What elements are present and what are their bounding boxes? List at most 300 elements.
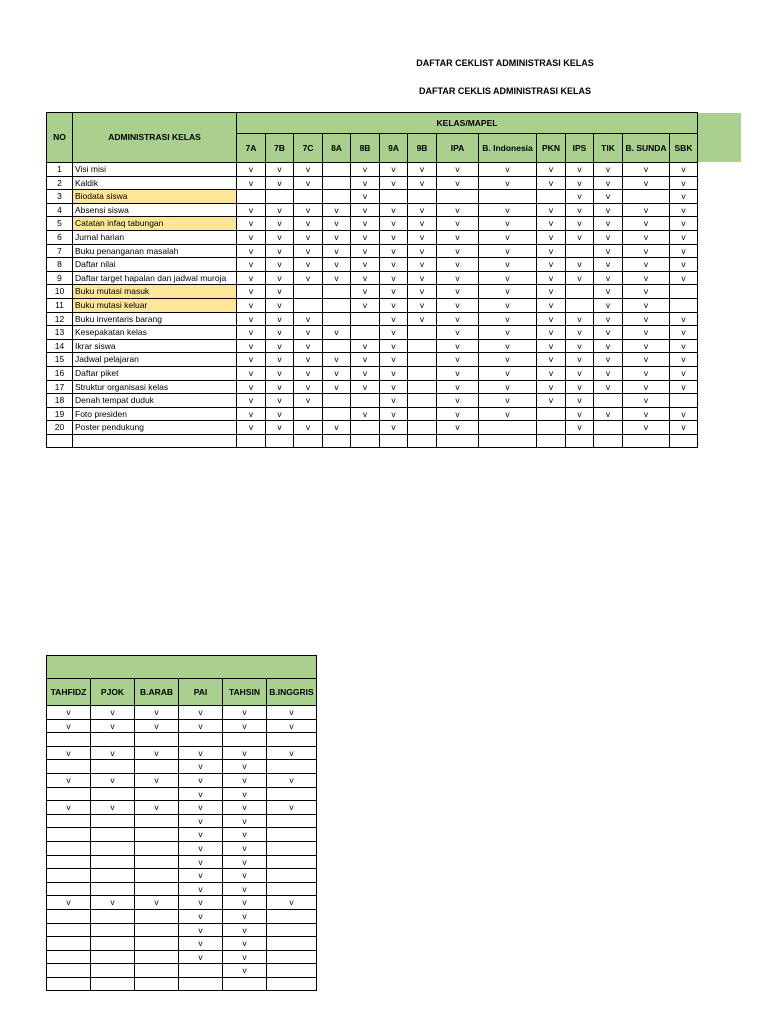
check-cell: v: [437, 394, 479, 408]
check-cell: v: [266, 339, 294, 353]
check-cell: v: [237, 339, 266, 353]
check-cell: v: [294, 312, 323, 326]
check-cell: [323, 298, 351, 312]
check-cell: v: [566, 326, 594, 340]
table-row: [47, 841, 317, 855]
check-cell: v: [437, 258, 479, 272]
check-cell: [537, 421, 566, 435]
check-cell: v: [266, 326, 294, 340]
check-cell: [223, 733, 267, 747]
table-row: [47, 230, 698, 244]
check-cell: v: [479, 353, 537, 367]
check-cell: v: [91, 801, 135, 815]
check-cell: v: [537, 326, 566, 340]
check-cell: v: [267, 719, 317, 733]
check-cell: v: [594, 163, 623, 177]
table-row: [47, 964, 317, 978]
check-cell: [351, 312, 380, 326]
table-row: [47, 882, 317, 896]
row-number: 12: [47, 312, 73, 326]
check-cell: v: [380, 312, 408, 326]
check-cell: v: [294, 366, 323, 380]
check-cell: v: [437, 339, 479, 353]
check-cell: v: [408, 285, 437, 299]
check-cell: [267, 828, 317, 842]
check-cell: v: [537, 366, 566, 380]
check-cell: [437, 190, 479, 204]
check-cell: v: [566, 366, 594, 380]
check-cell: v: [479, 380, 537, 394]
check-cell: v: [380, 339, 408, 353]
check-cell: v: [223, 855, 267, 869]
check-cell: v: [594, 176, 623, 190]
check-cell: [408, 407, 437, 421]
table-row: [47, 394, 698, 408]
check-cell: v: [380, 176, 408, 190]
empty-cell: [623, 434, 670, 448]
check-cell: [594, 421, 623, 435]
check-cell: v: [437, 326, 479, 340]
check-cell: v: [437, 217, 479, 231]
table-row: [47, 869, 317, 883]
check-cell: v: [351, 244, 380, 258]
check-cell: v: [408, 298, 437, 312]
check-cell: v: [294, 258, 323, 272]
check-cell: v: [670, 203, 698, 217]
check-cell: [91, 950, 135, 964]
check-cell: v: [323, 258, 351, 272]
check-cell: v: [479, 326, 537, 340]
row-item-name: Buku mutasi keluar: [73, 298, 237, 312]
row-item-name: Kaldik: [73, 176, 237, 190]
check-cell: v: [537, 380, 566, 394]
check-cell: [267, 950, 317, 964]
empty-cell: [594, 434, 623, 448]
check-cell: v: [223, 814, 267, 828]
table-row: [47, 950, 317, 964]
check-cell: v: [47, 746, 91, 760]
column-header: B.INGGRIS: [267, 679, 317, 706]
check-cell: [237, 190, 266, 204]
check-cell: v: [479, 394, 537, 408]
check-cell: v: [266, 258, 294, 272]
header-no: NO: [47, 113, 73, 163]
check-cell: v: [537, 176, 566, 190]
check-cell: v: [380, 163, 408, 177]
check-cell: v: [566, 421, 594, 435]
check-cell: v: [323, 380, 351, 394]
check-cell: v: [437, 298, 479, 312]
row-number: 5: [47, 217, 73, 231]
check-cell: v: [351, 163, 380, 177]
row-number: 16: [47, 366, 73, 380]
check-cell: v: [479, 230, 537, 244]
check-cell: [267, 841, 317, 855]
check-cell: [323, 407, 351, 421]
check-cell: v: [479, 298, 537, 312]
check-cell: v: [437, 163, 479, 177]
table2-header-band: [47, 656, 317, 679]
row-item-name: Jadwal pelajaran: [73, 353, 237, 367]
check-cell: v: [267, 801, 317, 815]
check-cell: v: [351, 217, 380, 231]
check-cell: [266, 190, 294, 204]
check-cell: v: [623, 394, 670, 408]
check-cell: v: [47, 719, 91, 733]
table-row: [47, 380, 698, 394]
check-cell: v: [380, 258, 408, 272]
empty-cell: [323, 434, 351, 448]
checklist-table: [46, 112, 698, 448]
check-cell: v: [323, 203, 351, 217]
header-administrasi: ADMINISTRASI KELAS: [73, 113, 237, 163]
check-cell: v: [437, 312, 479, 326]
row-number: 14: [47, 339, 73, 353]
row-item-name: Foto presiden: [73, 407, 237, 421]
row-item-name: Ikrar siswa: [73, 339, 237, 353]
empty-cell: [479, 434, 537, 448]
check-cell: [408, 326, 437, 340]
check-cell: v: [380, 203, 408, 217]
check-cell: v: [537, 394, 566, 408]
check-cell: v: [380, 394, 408, 408]
check-cell: v: [566, 217, 594, 231]
empty-cell: [266, 434, 294, 448]
check-cell: [47, 828, 91, 842]
check-cell: v: [594, 258, 623, 272]
check-cell: v: [479, 271, 537, 285]
check-cell: [537, 190, 566, 204]
check-cell: v: [479, 366, 537, 380]
check-cell: v: [223, 909, 267, 923]
check-cell: v: [623, 271, 670, 285]
check-cell: [594, 394, 623, 408]
check-cell: [323, 394, 351, 408]
column-header: IPS: [566, 134, 594, 163]
check-cell: v: [47, 706, 91, 720]
check-cell: v: [351, 203, 380, 217]
table-row: [47, 217, 698, 231]
row-number: 3: [47, 190, 73, 204]
row-item-name: Buku penanganan masalah: [73, 244, 237, 258]
check-cell: v: [351, 271, 380, 285]
check-cell: v: [135, 746, 179, 760]
check-cell: [135, 909, 179, 923]
check-cell: v: [623, 298, 670, 312]
check-cell: v: [179, 896, 223, 910]
check-cell: v: [237, 244, 266, 258]
check-cell: v: [566, 380, 594, 394]
check-cell: [135, 923, 179, 937]
check-cell: [47, 964, 91, 978]
check-cell: v: [237, 353, 266, 367]
check-cell: v: [91, 896, 135, 910]
empty-cell: [73, 434, 237, 448]
check-cell: v: [623, 217, 670, 231]
table-row: [47, 909, 317, 923]
check-cell: v: [294, 353, 323, 367]
check-cell: [670, 298, 698, 312]
empty-cell: [47, 434, 73, 448]
check-cell: v: [223, 950, 267, 964]
row-item-name: Daftar piket: [73, 366, 237, 380]
check-cell: [408, 394, 437, 408]
row-item-name: Daftar nilai: [73, 258, 237, 272]
table-row: [47, 339, 698, 353]
check-cell: v: [380, 285, 408, 299]
table-row: [47, 190, 698, 204]
check-cell: v: [351, 285, 380, 299]
check-cell: v: [594, 298, 623, 312]
row-number: 20: [47, 421, 73, 435]
check-cell: [91, 841, 135, 855]
table-row: [47, 746, 317, 760]
check-cell: v: [294, 176, 323, 190]
check-cell: [135, 814, 179, 828]
check-cell: v: [537, 285, 566, 299]
check-cell: v: [223, 760, 267, 774]
check-cell: v: [294, 380, 323, 394]
check-cell: v: [294, 421, 323, 435]
check-cell: v: [323, 366, 351, 380]
check-cell: [323, 163, 351, 177]
column-header: 7B: [266, 134, 294, 163]
header-fill-extension: [697, 113, 741, 162]
table-row: [47, 801, 317, 815]
column-header: B. Indonesia: [479, 134, 537, 163]
check-cell: v: [437, 380, 479, 394]
column-header: PAI: [179, 679, 223, 706]
check-cell: v: [223, 937, 267, 951]
check-cell: v: [623, 380, 670, 394]
check-cell: v: [237, 421, 266, 435]
check-cell: v: [479, 203, 537, 217]
check-cell: v: [437, 407, 479, 421]
check-cell: v: [351, 258, 380, 272]
check-cell: [91, 977, 135, 991]
check-cell: [47, 841, 91, 855]
check-cell: v: [623, 244, 670, 258]
check-cell: v: [223, 841, 267, 855]
check-cell: v: [594, 271, 623, 285]
column-header: 9B: [408, 134, 437, 163]
check-cell: v: [566, 230, 594, 244]
check-cell: v: [294, 203, 323, 217]
check-cell: v: [479, 244, 537, 258]
check-cell: v: [47, 773, 91, 787]
check-cell: v: [623, 258, 670, 272]
check-cell: v: [380, 366, 408, 380]
check-cell: v: [351, 407, 380, 421]
check-cell: v: [566, 203, 594, 217]
row-number: 15: [47, 353, 73, 367]
check-cell: [267, 760, 317, 774]
column-header: 7C: [294, 134, 323, 163]
check-cell: [179, 964, 223, 978]
row-item-name: Absensi siswa: [73, 203, 237, 217]
column-header: TIK: [594, 134, 623, 163]
check-cell: v: [479, 407, 537, 421]
check-cell: v: [237, 366, 266, 380]
check-cell: v: [408, 258, 437, 272]
check-cell: v: [670, 244, 698, 258]
check-cell: [267, 964, 317, 978]
column-header: 9A: [380, 134, 408, 163]
check-cell: [47, 909, 91, 923]
check-cell: [47, 950, 91, 964]
check-cell: v: [670, 366, 698, 380]
check-cell: v: [594, 230, 623, 244]
check-cell: v: [294, 230, 323, 244]
check-cell: [47, 869, 91, 883]
check-cell: v: [623, 366, 670, 380]
check-cell: [267, 733, 317, 747]
column-header: TAHSIN: [223, 679, 267, 706]
row-item-name: Poster pendukung: [73, 421, 237, 435]
check-cell: v: [408, 217, 437, 231]
table-row: [47, 977, 317, 991]
check-cell: v: [670, 353, 698, 367]
check-cell: v: [566, 407, 594, 421]
check-cell: v: [594, 380, 623, 394]
check-cell: v: [266, 163, 294, 177]
check-cell: [323, 285, 351, 299]
check-cell: [91, 828, 135, 842]
check-cell: v: [623, 407, 670, 421]
check-cell: v: [179, 801, 223, 815]
check-cell: v: [623, 176, 670, 190]
row-item-name: Visi misi: [73, 163, 237, 177]
row-item-name: Buku inventaris barang: [73, 312, 237, 326]
check-cell: [135, 882, 179, 896]
check-cell: v: [179, 760, 223, 774]
table-row: [47, 760, 317, 774]
table-row: [47, 814, 317, 828]
header-kelas-mapel: KELAS/MAPEL: [237, 113, 698, 134]
check-cell: [135, 937, 179, 951]
check-cell: [135, 855, 179, 869]
check-cell: [91, 923, 135, 937]
table-row: [47, 271, 698, 285]
check-cell: v: [479, 176, 537, 190]
check-cell: [267, 937, 317, 951]
check-cell: v: [479, 312, 537, 326]
check-cell: [566, 244, 594, 258]
check-cell: v: [594, 217, 623, 231]
check-cell: v: [237, 217, 266, 231]
check-cell: [267, 869, 317, 883]
check-cell: v: [594, 244, 623, 258]
check-cell: v: [670, 271, 698, 285]
check-cell: v: [266, 230, 294, 244]
check-cell: v: [670, 230, 698, 244]
check-cell: v: [135, 773, 179, 787]
check-cell: [479, 421, 537, 435]
check-cell: v: [266, 298, 294, 312]
check-cell: v: [223, 964, 267, 978]
column-header: B.ARAB: [135, 679, 179, 706]
check-cell: v: [267, 896, 317, 910]
check-cell: v: [135, 706, 179, 720]
check-cell: v: [623, 312, 670, 326]
check-cell: v: [237, 380, 266, 394]
check-cell: v: [323, 421, 351, 435]
check-cell: [135, 787, 179, 801]
check-cell: v: [594, 326, 623, 340]
check-cell: [47, 923, 91, 937]
row-item-name: Daftar target hapalan dan jadwal muroja: [73, 271, 237, 285]
row-item-name: Kesepakatan kelas: [73, 326, 237, 340]
check-cell: v: [179, 882, 223, 896]
row-number: 2: [47, 176, 73, 190]
check-cell: [408, 353, 437, 367]
check-cell: [47, 814, 91, 828]
table-row: [47, 828, 317, 842]
check-cell: v: [594, 190, 623, 204]
check-cell: v: [223, 787, 267, 801]
check-cell: v: [380, 407, 408, 421]
column-header: B. SUNDA: [623, 134, 670, 163]
check-cell: [351, 421, 380, 435]
check-cell: v: [179, 773, 223, 787]
check-cell: v: [323, 326, 351, 340]
empty-cell: [566, 434, 594, 448]
check-cell: v: [537, 203, 566, 217]
check-cell: v: [266, 217, 294, 231]
check-cell: v: [351, 339, 380, 353]
check-cell: v: [537, 163, 566, 177]
row-number: 7: [47, 244, 73, 258]
check-cell: v: [594, 203, 623, 217]
check-cell: v: [223, 706, 267, 720]
check-cell: v: [47, 801, 91, 815]
check-cell: [294, 407, 323, 421]
check-cell: v: [380, 326, 408, 340]
check-cell: v: [179, 909, 223, 923]
empty-cell: [537, 434, 566, 448]
check-cell: v: [267, 746, 317, 760]
check-cell: v: [351, 176, 380, 190]
check-cell: [267, 814, 317, 828]
row-number: 19: [47, 407, 73, 421]
table-row: [47, 298, 698, 312]
check-cell: v: [437, 176, 479, 190]
check-cell: v: [537, 230, 566, 244]
row-item-name: Jurnal harian: [73, 230, 237, 244]
check-cell: v: [566, 394, 594, 408]
check-cell: v: [223, 828, 267, 842]
check-cell: [91, 733, 135, 747]
check-cell: v: [408, 163, 437, 177]
check-cell: v: [237, 176, 266, 190]
check-cell: [479, 190, 537, 204]
check-cell: [91, 882, 135, 896]
check-cell: v: [437, 353, 479, 367]
check-cell: v: [380, 230, 408, 244]
check-cell: [47, 760, 91, 774]
check-cell: v: [223, 773, 267, 787]
table-row: [47, 733, 317, 747]
column-header: SBK: [670, 134, 698, 163]
check-cell: v: [566, 312, 594, 326]
check-cell: [294, 285, 323, 299]
check-cell: v: [237, 163, 266, 177]
check-cell: v: [91, 773, 135, 787]
table-row: [47, 407, 698, 421]
check-cell: v: [566, 271, 594, 285]
check-cell: v: [594, 366, 623, 380]
check-cell: v: [408, 244, 437, 258]
